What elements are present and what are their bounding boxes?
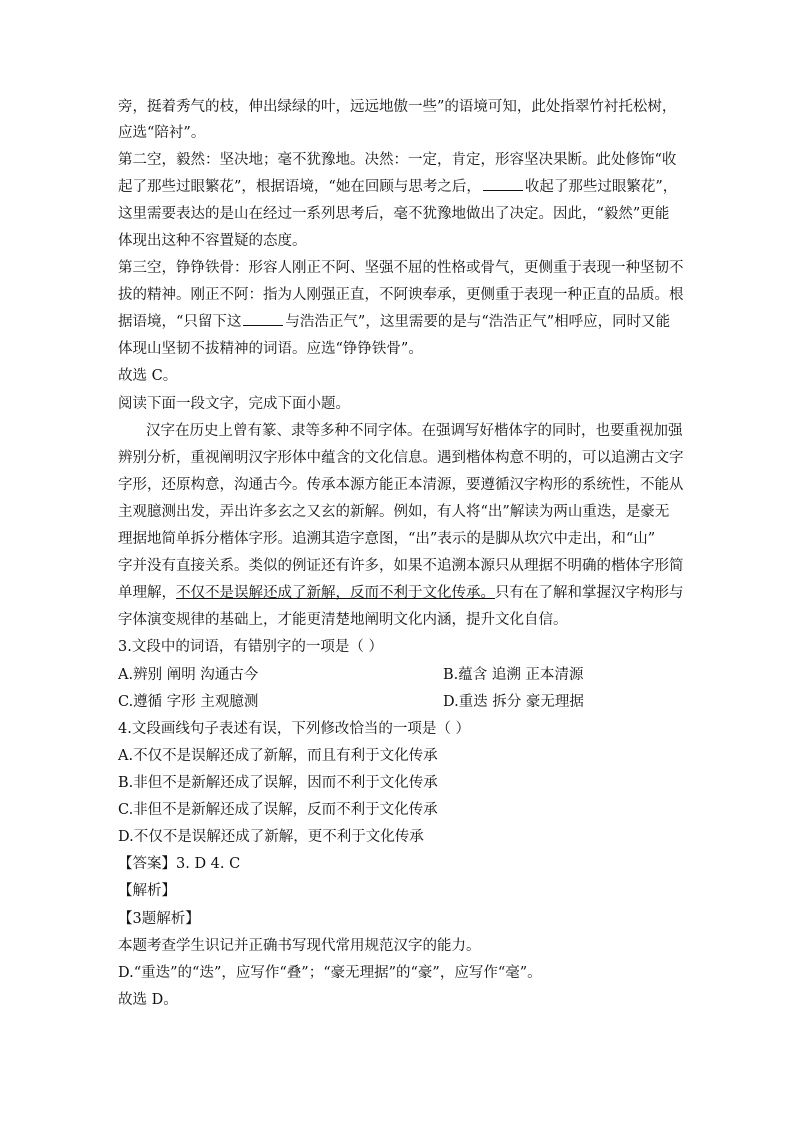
answer-line: 【答案】3. D 4. C	[118, 856, 241, 872]
passage-line: 主观臆测出发，弄出许多玄之又玄的新解。例如，有人将“出”解读为两山重迭，是豪无	[118, 504, 670, 520]
text-line	[118, 312, 670, 332]
analysis-label: 【解析】	[118, 883, 176, 899]
fill-blank	[483, 177, 523, 191]
text-line: 应选“陪衬”。	[118, 125, 206, 141]
question-3-stem: 3.文段中的词语，有错别字的一项是（ ）	[118, 639, 383, 655]
text-span: 起了那些过眼繁花”，根据语境，“她在回顾与思考之后，	[118, 179, 481, 195]
text-line: 第二空，毅然：坚决地；毫不犹豫地。决然：一定，肯定，形容坚决果断。此处修饰“收	[118, 152, 677, 168]
text-line: 拔的精神。刚正不阿：指为人刚强正直，不阿谀奉承，更侧重于表现一种正直的品质。根	[118, 287, 684, 303]
text-line	[118, 177, 677, 197]
question-4-option-d: D.不仅不是误解还成了新解，更不利于文化传承	[118, 829, 424, 845]
passage-line: 字形，还原构意，沟通古今。传承本源方能正本清源，要遵循汉字构形的系统性，不能从	[118, 477, 684, 493]
question-4-stem: 4.文段画线句子表述有误，下列修改恰当的一项是（ ）	[118, 721, 470, 737]
passage-line: 字并没有直接关系。类似的例证还有许多，如果不追溯本源只从理据不明确的楷体字形简	[118, 558, 684, 574]
question-3-option-d: D.重迭 拆分 豪无理据	[443, 694, 584, 710]
text-span: 与浩浩正气”，这里需要的是与“浩浩正气”相呼应，同时又能	[285, 314, 671, 330]
conclusion-text: 故选 C。	[118, 368, 178, 384]
q3-analysis-label: 【3题解析】	[118, 911, 200, 927]
conclusion-text: 故选 D。	[118, 992, 178, 1008]
question-3-option-b: B.蕴含 追溯 正本清源	[443, 667, 584, 683]
text-span: 单理解，	[118, 585, 176, 601]
passage-line: 理据地简单拆分楷体字形。追溯其造字意图，“出”表示的是脚从坎穴中走出，和“山”	[118, 531, 656, 547]
analysis-line: 本题考查学生识记并正确书写现代常用规范汉字的能力。	[118, 938, 481, 954]
text-line: 旁，挺着秀气的枝，伸出绿绿的叶，远远地傲一些”的语境可知，此处指翠竹衬托松树，	[118, 99, 677, 115]
text-line: 体现出这种不容置疑的态度。	[118, 233, 307, 249]
question-4-option-b: B.非但不是新解还成了误解，因而不利于文化传承	[118, 775, 438, 791]
analysis-line: D.“重迭”的“迭”，应写作“叠”；“豪无理据”的“豪”，应写作“毫”。	[118, 965, 542, 981]
passage-line: 汉字在历史上曾有篆、隶等多种不同字体。在强调写好楷体字的同时，也要重视加强	[146, 423, 683, 439]
passage-line: 辨别分析，重视阐明汉字形体中蕴含的文化信息。遇到楷体构意不明的，可以追溯古文字	[118, 450, 684, 466]
question-3-option-a: A.辨别 阐明 沟通古今	[118, 667, 259, 683]
passage-line	[118, 583, 684, 603]
text-span: 只有在了解和掌握汉字构形与	[495, 585, 684, 601]
text-span: 据语境，“只留下这	[118, 314, 242, 330]
text-line: 这里需要表达的是山在经过一系列思考后，毫不犹豫地做出了决定。因此，“毅然”更能	[118, 206, 670, 222]
passage-line: 字体演变规律的基础上，才能更清楚地阐明文化内涵，提升文化自信。	[118, 612, 568, 628]
text-line: 第三空，铮铮铁骨：形容人刚正不阿、坚强不屈的性格或骨气，更侧重于表现一种坚韧不	[118, 260, 684, 276]
text-span: 收起了那些过眼繁花”，	[524, 179, 678, 195]
section-intro: 阅读下面一段文字，完成下面小题。	[118, 396, 350, 412]
question-4-option-a: A.不仅不是误解还成了新解，而且有利于文化传承	[118, 748, 438, 764]
fill-blank	[243, 312, 283, 326]
question-3-option-c: C.遵循 字形 主观臆测	[118, 694, 259, 710]
underlined-sentence: 不仅不是误解还成了新解，反而不利于文化传承。	[176, 585, 495, 601]
text-line: 体现山坚韧不拔精神的词语。应选“铮铮铁骨”。	[118, 341, 423, 357]
question-4-option-c: C.非但不是新解还成了误解，反而不利于文化传承	[118, 802, 438, 818]
